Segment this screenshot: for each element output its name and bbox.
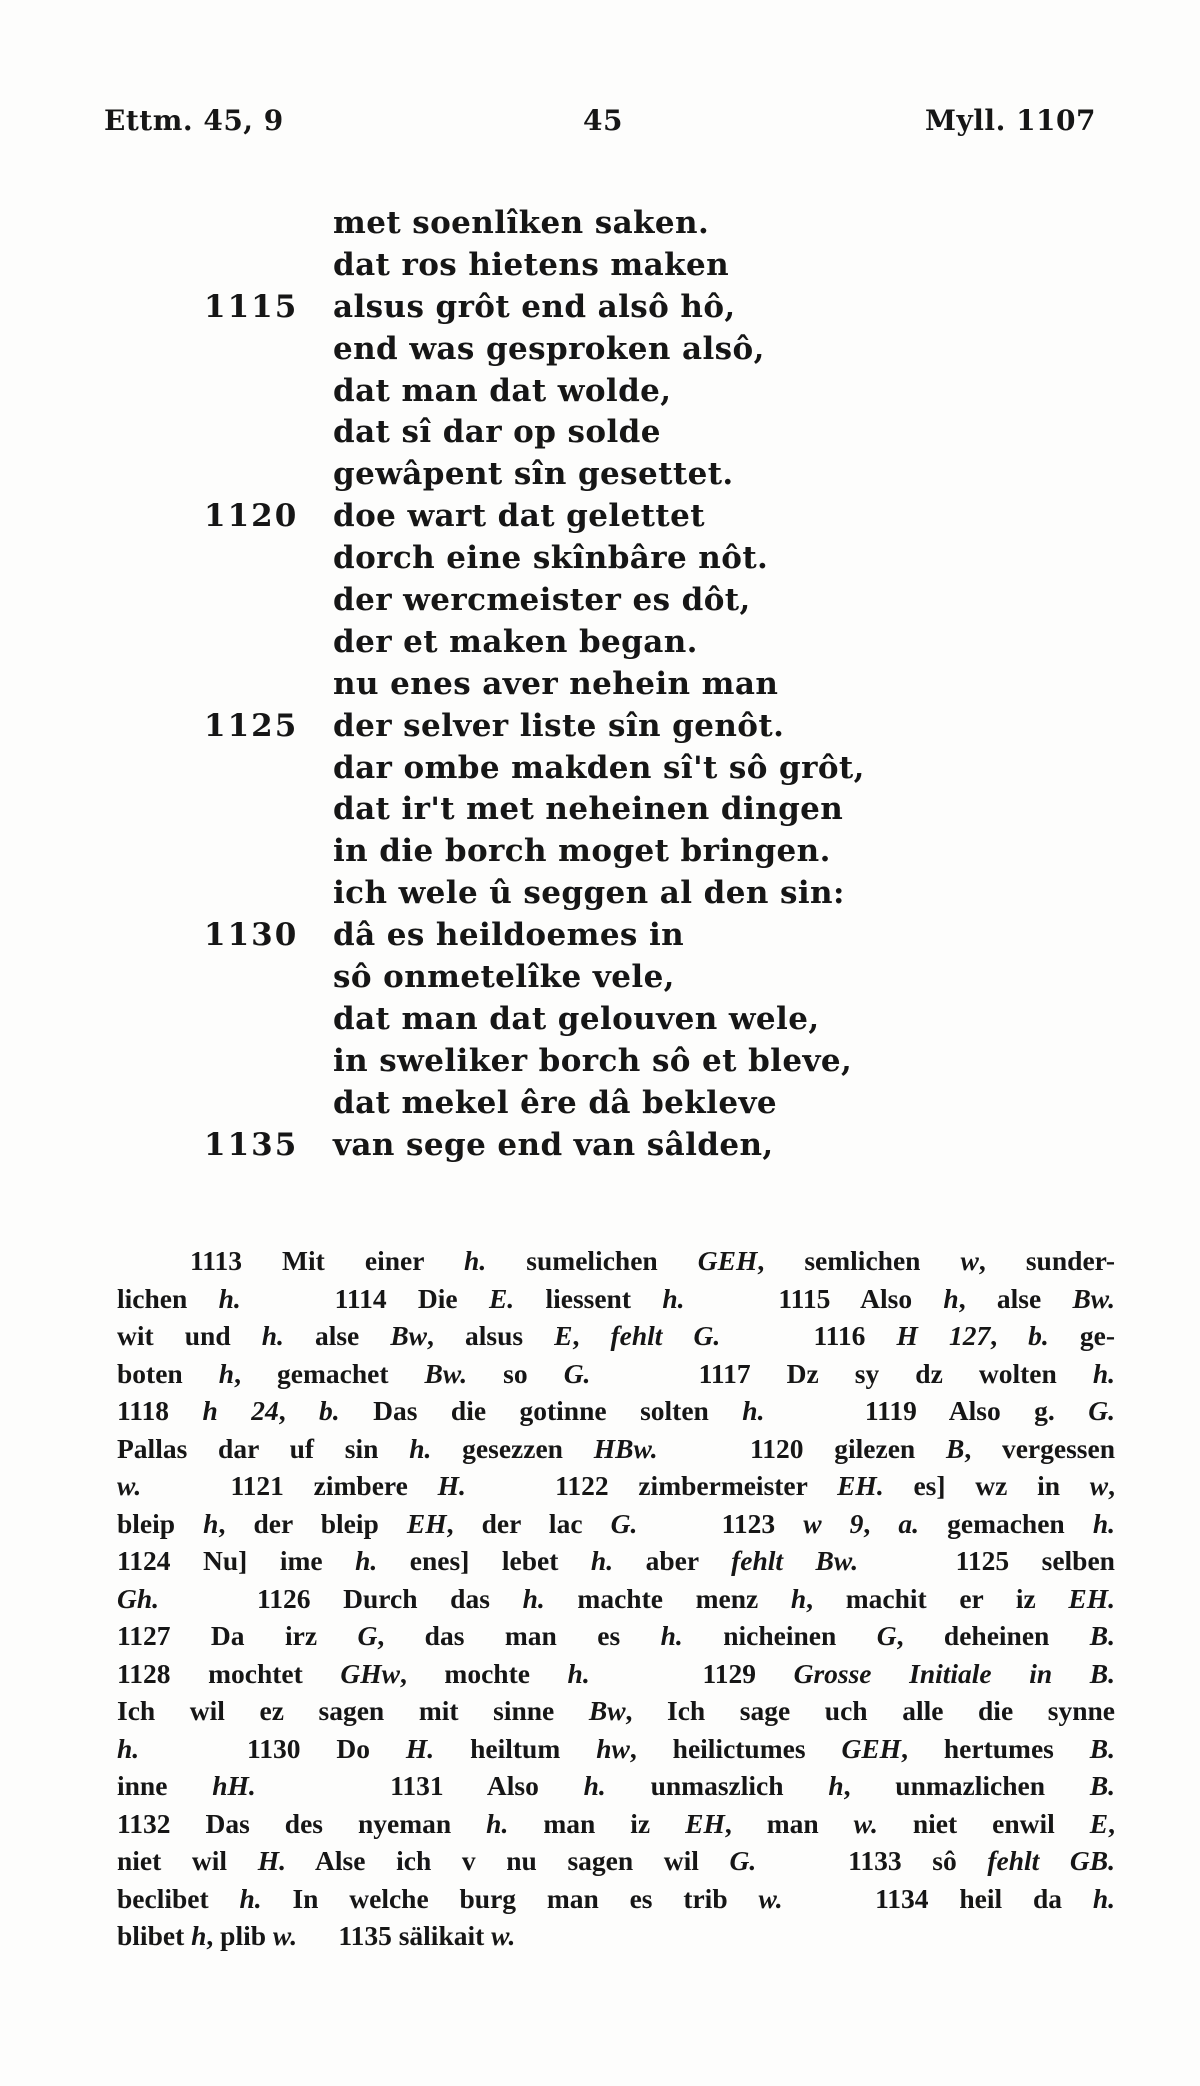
verse-line-text: dat ros hietens maken (333, 246, 730, 283)
verse-line-text: met soenlîken saken. (333, 205, 710, 241)
apparatus-text: sumelichen (486, 1245, 698, 1276)
apparatus-text: gesezzen (431, 1432, 594, 1464)
siglum: GHw (340, 1657, 400, 1689)
siglum: h. (355, 1545, 378, 1576)
apparatus-line (117, 1580, 1115, 1618)
apparatus-text: 1113 Mit einer (190, 1245, 465, 1276)
apparatus-text: 1121 zimbere (141, 1470, 438, 1501)
apparatus-text: , (863, 1507, 899, 1539)
page-number: 45 (583, 104, 623, 137)
verse-line (0, 329, 1200, 371)
verse-line-text: dar ombe makden sî't sô grôt, (333, 749, 865, 786)
apparatus-text: beclibet (117, 1882, 240, 1914)
apparatus-line (117, 1355, 1115, 1393)
apparatus-line (117, 1430, 1115, 1468)
siglum: h. (1092, 1882, 1115, 1914)
verse-line-text: der selver liste sîn genôt. (333, 707, 785, 744)
apparatus-line (117, 1655, 1115, 1693)
apparatus-text: , das man es (377, 1620, 661, 1651)
siglum: G (357, 1620, 378, 1651)
verse-line-text: dat man dat wolde, (333, 372, 672, 409)
apparatus-line (117, 1767, 1115, 1805)
siglum: E (1089, 1807, 1109, 1839)
apparatus-text: 1131 Also (255, 1770, 584, 1801)
siglum: h. (583, 1770, 606, 1801)
siglum: hH. (212, 1770, 256, 1801)
siglum: E. (488, 1282, 515, 1314)
apparatus-line (117, 1692, 1115, 1730)
apparatus-text: bleip (117, 1507, 204, 1539)
siglum: EH. (837, 1470, 884, 1501)
siglum: b. (1028, 1320, 1049, 1351)
verse-line (0, 706, 1200, 748)
siglum: EH (406, 1507, 447, 1539)
verse-line-text: in sweliker borch sô et bleve, (333, 1042, 853, 1079)
verse-line-text: nu enes aver nehein man (333, 665, 779, 702)
apparatus-text: 1129 (589, 1657, 794, 1689)
apparatus-text: 1127 Da irz (117, 1620, 358, 1651)
siglum: Bw (588, 1695, 626, 1726)
apparatus-text: 1135 sälikait (297, 1920, 492, 1951)
apparatus-text: 1130 Do (139, 1732, 406, 1764)
apparatus-text: , (278, 1395, 320, 1426)
running-head-left: Ettm. 45, 9 (104, 104, 284, 137)
apparatus-text: , der bleip (218, 1507, 407, 1539)
siglum: h. (590, 1545, 614, 1576)
apparatus-text: 1123 (637, 1507, 804, 1539)
siglum: GEH (697, 1245, 758, 1276)
verse-line (0, 1083, 1200, 1125)
apparatus-text: niet wil (117, 1845, 258, 1876)
apparatus-text: 1120 gilezen (657, 1432, 946, 1464)
verse-line (0, 287, 1200, 329)
apparatus-text: , (1108, 1807, 1116, 1839)
verse-line (0, 371, 1200, 413)
verse-line-text: dorch eine skînbâre nôt. (333, 540, 769, 577)
verse-line (0, 748, 1200, 790)
apparatus-text: niet enwil (877, 1807, 1090, 1839)
apparatus-text: lichen (117, 1282, 219, 1314)
apparatus-text: , heilictumes (629, 1732, 842, 1764)
apparatus-text: unmaszlich (605, 1770, 829, 1801)
siglum: h. (660, 1620, 683, 1651)
siglum: h. (1092, 1507, 1115, 1539)
line-number: 1130 (204, 917, 299, 954)
siglum: G. (729, 1845, 757, 1876)
siglum: Grosse Initiale in B. (793, 1657, 1115, 1689)
apparatus-text: ge- (1048, 1320, 1115, 1351)
apparatus-line (117, 1280, 1115, 1318)
apparatus-text: 1117 Dz sy dz wolten (590, 1357, 1093, 1389)
verse-line-text: dat mekel êre dâ bekleve (333, 1084, 778, 1121)
line-number: 1135 (204, 1126, 299, 1163)
siglum: Gh. (117, 1582, 160, 1614)
apparatus-line (117, 1842, 1115, 1880)
apparatus-text: enes] lebet (377, 1545, 591, 1576)
siglum: G. (1088, 1395, 1116, 1426)
siglum: b. (319, 1395, 340, 1426)
apparatus-text: , vergessen (964, 1432, 1115, 1464)
verse-line (0, 412, 1200, 454)
apparatus-text: 1118 (117, 1395, 203, 1426)
siglum: h. (742, 1395, 765, 1426)
siglum: h. (239, 1882, 262, 1914)
apparatus-text: inne (117, 1770, 213, 1801)
apparatus-text: alse (283, 1320, 391, 1351)
siglum: h. (218, 1282, 241, 1314)
siglum: B (945, 1432, 965, 1464)
apparatus-text: man iz (508, 1807, 686, 1839)
verse-line (0, 915, 1200, 957)
apparatus-text: 1133 sô (756, 1845, 988, 1876)
siglum: B. (1089, 1620, 1115, 1651)
apparatus-line (117, 1730, 1115, 1768)
siglum: h (203, 1507, 219, 1539)
siglum: w (1089, 1470, 1109, 1501)
apparatus-text: liessent (514, 1282, 663, 1314)
apparatus-text: wit und (117, 1320, 262, 1351)
siglum: h. (261, 1320, 284, 1351)
siglum: h. (486, 1807, 509, 1839)
verse-line (0, 999, 1200, 1041)
apparatus-text: Alse ich v nu sagen wil (285, 1845, 730, 1876)
siglum: h. (409, 1432, 432, 1464)
siglum: H. (257, 1845, 286, 1876)
line-number: 1125 (204, 707, 299, 744)
verse-line (0, 957, 1200, 999)
critical-apparatus (117, 1242, 1115, 1955)
siglum: w. (272, 1920, 298, 1951)
line-number: 1115 (204, 288, 299, 325)
apparatus-text: , hertumes (901, 1732, 1090, 1764)
verse-line (0, 873, 1200, 915)
siglum: h (191, 1920, 207, 1951)
apparatus-text: machte menz (544, 1582, 791, 1614)
apparatus-line (117, 1880, 1115, 1918)
apparatus-text: , (990, 1320, 1029, 1351)
apparatus-text: Pallas dar uf sin (117, 1432, 410, 1464)
apparatus-text: , deheinen (896, 1620, 1090, 1651)
verse-line-text: dat sî dar op solde (333, 414, 661, 451)
apparatus-text: 1132 Das des nyeman (117, 1807, 487, 1839)
apparatus-text: , der lac (446, 1507, 611, 1539)
apparatus-text: , plib (206, 1920, 273, 1951)
apparatus-text: 1125 selben (858, 1545, 1115, 1576)
verse-text (0, 203, 1200, 1166)
apparatus-text: es] wz in (883, 1470, 1090, 1501)
siglum: fehlt Bw. (731, 1545, 859, 1576)
apparatus-text: Ich wil ez sagen mit sinne (117, 1695, 589, 1726)
siglum: h (943, 1282, 959, 1314)
apparatus-text: , machit er iz (806, 1582, 1069, 1614)
siglum: HBw. (593, 1432, 658, 1464)
siglum: h. (464, 1245, 487, 1276)
siglum: w. (758, 1882, 783, 1914)
apparatus-text: , mochte (399, 1657, 568, 1689)
apparatus-text: 1119 Also g. (764, 1395, 1089, 1426)
verse-line (0, 831, 1200, 873)
siglum: w (960, 1245, 979, 1276)
siglum: w. (117, 1470, 142, 1501)
siglum: w. (491, 1920, 516, 1951)
apparatus-line (117, 1392, 1115, 1430)
verse-line (0, 245, 1200, 287)
apparatus-text: , unmazlichen (843, 1770, 1090, 1801)
verse-line-text: dâ es heildoemes in (333, 917, 685, 954)
verse-line-text: end was gesproken alsô, (333, 330, 765, 367)
siglum: B. (1089, 1770, 1116, 1801)
siglum: w. (853, 1807, 878, 1839)
siglum: EH. (1068, 1582, 1116, 1614)
siglum: w 9 (803, 1507, 864, 1539)
siglum: h. (1092, 1357, 1116, 1389)
verse-line-text: dat man dat gelouven wele, (333, 1000, 820, 1037)
verse-line-text: dat ir't met neheinen dingen (333, 791, 844, 828)
apparatus-text: 1134 heil da (782, 1882, 1093, 1914)
apparatus-text: boten (117, 1357, 219, 1389)
siglum: h (828, 1770, 844, 1801)
apparatus-line (117, 1805, 1115, 1843)
verse-line-text: doe wart dat gelettet (333, 498, 705, 535)
verse-line (0, 496, 1200, 538)
verse-line-text: der et maken began. (333, 623, 698, 660)
verse-line (0, 580, 1200, 622)
siglum: h (790, 1582, 807, 1614)
siglum: GEH (841, 1732, 902, 1764)
apparatus-text: In welche burg man es trib (261, 1882, 759, 1914)
apparatus-text: , (572, 1320, 611, 1351)
siglum: Bw. (1072, 1282, 1116, 1314)
apparatus-text: nicheinen (682, 1620, 877, 1651)
apparatus-text: gemachen (919, 1507, 1093, 1539)
apparatus-line (117, 1242, 1115, 1280)
verse-line-text: sô onmetelîke vele, (333, 959, 675, 996)
siglum: G (876, 1620, 897, 1651)
apparatus-text: , Ich sage uch alle die synne (625, 1695, 1115, 1726)
siglum: H. (405, 1732, 435, 1764)
apparatus-line (117, 1542, 1115, 1580)
verse-line-text: gewâpent sîn gesettet. (333, 456, 734, 493)
siglum: EH (685, 1807, 725, 1839)
apparatus-text: , (1108, 1470, 1115, 1501)
siglum: H. (437, 1470, 466, 1501)
running-head-right: Myll. 1107 (925, 104, 1096, 137)
apparatus-text: 1116 (720, 1320, 897, 1351)
siglum: B. (1089, 1732, 1116, 1764)
siglum: Bw (390, 1320, 428, 1351)
siglum: G. (563, 1357, 591, 1389)
siglum: H 127 (896, 1320, 991, 1351)
siglum: a. (898, 1507, 920, 1539)
verse-line-text: van sege end van sâlden, (333, 1126, 774, 1163)
apparatus-line (117, 1617, 1115, 1655)
apparatus-text: 1124 Nu] ime (117, 1545, 356, 1576)
siglum: h. (522, 1582, 545, 1614)
apparatus-text: so (467, 1357, 564, 1389)
verse-line (0, 203, 1200, 245)
verse-line (0, 1041, 1200, 1083)
siglum: h. (117, 1732, 140, 1764)
siglum: h 24 (202, 1395, 279, 1426)
apparatus-text: , sunder- (978, 1245, 1115, 1276)
siglum: E (554, 1320, 573, 1351)
siglum: h. (662, 1282, 685, 1314)
apparatus-text: heiltum (434, 1732, 597, 1764)
apparatus-text: 1115 Also (684, 1282, 944, 1314)
apparatus-text: 1126 Durch das (159, 1582, 523, 1614)
line-number: 1120 (204, 498, 299, 535)
verse-line (0, 1125, 1200, 1167)
verse-line-text: der wercmeister es dôt, (333, 582, 751, 619)
siglum: fehlt G. (610, 1320, 721, 1351)
apparatus-text: , alsus (427, 1320, 555, 1351)
siglum: Bw. (424, 1357, 468, 1389)
siglum: G. (610, 1507, 638, 1539)
apparatus-line (117, 1505, 1115, 1543)
verse-line (0, 454, 1200, 496)
apparatus-text: Das die gotinne solten (339, 1395, 743, 1426)
siglum: hw (596, 1732, 630, 1764)
apparatus-line (117, 1917, 1115, 1955)
apparatus-text: aber (613, 1545, 732, 1576)
siglum: fehlt GB. (987, 1845, 1115, 1876)
verse-line-text: ich wele û seggen al den sin: (333, 875, 845, 912)
siglum: h (218, 1357, 235, 1389)
apparatus-line (117, 1317, 1115, 1355)
verse-line (0, 664, 1200, 706)
apparatus-text: , semlichen (757, 1245, 961, 1276)
verse-line (0, 538, 1200, 580)
siglum: h. (567, 1657, 590, 1689)
verse-line (0, 789, 1200, 831)
apparatus-text: , man (724, 1807, 854, 1839)
apparatus-text: 1128 mochtet (117, 1657, 341, 1689)
apparatus-text: 1114 Die (240, 1282, 489, 1314)
apparatus-text: , alse (958, 1282, 1073, 1314)
apparatus-text: , gemachet (234, 1357, 425, 1389)
apparatus-line (117, 1467, 1115, 1505)
apparatus-text: 1122 zimbermeister (465, 1470, 838, 1501)
verse-line-text: alsus grôt end alsô hô, (333, 288, 736, 325)
apparatus-text: blibet (117, 1920, 192, 1951)
verse-line (0, 622, 1200, 664)
verse-line-text: in die borch moget bringen. (333, 833, 831, 870)
